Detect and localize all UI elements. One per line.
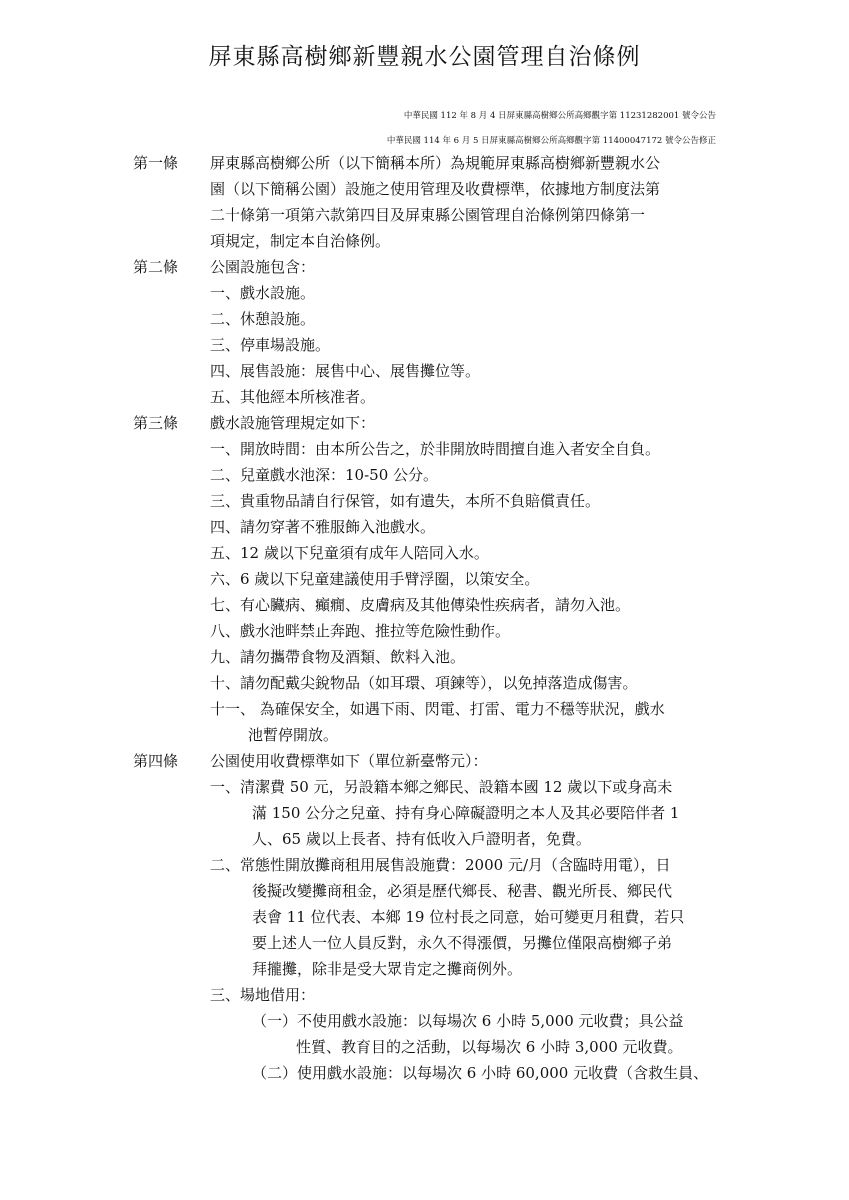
line-text: 項規定，制定本自治條例。 bbox=[210, 232, 391, 250]
line-text: 公園使用收費標準如下（單位新臺幣元）： bbox=[210, 752, 488, 770]
list-item: 四、請勿穿著不雅服飾入池戲水。 bbox=[210, 518, 436, 536]
text-line bbox=[0, 514, 849, 540]
article-number: 第三條 bbox=[133, 414, 179, 432]
article-number: 第一條 bbox=[133, 154, 179, 172]
text-line bbox=[0, 800, 849, 826]
text-line bbox=[0, 644, 849, 670]
list-item: 二、休憩設施。 bbox=[210, 310, 316, 328]
list-item: 三、停車場設施。 bbox=[210, 336, 331, 354]
article-number: 第二條 bbox=[133, 258, 179, 276]
document-title: 屏東縣高樹鄉新豐親水公園管理自治條例 bbox=[208, 44, 641, 70]
text-line bbox=[0, 228, 849, 254]
text-line bbox=[0, 540, 849, 566]
sub-item: （一）不使用戲水設施：以每場次 6 小時 5,000 元收費；具公益 bbox=[252, 1012, 684, 1030]
text-line bbox=[0, 982, 849, 1008]
list-item: 三、場地借用： bbox=[210, 986, 316, 1004]
text-line bbox=[0, 1008, 849, 1034]
list-item: 八、戲水池畔禁止奔跑、推拉等危險性動作。 bbox=[210, 622, 511, 640]
text-line bbox=[0, 670, 849, 696]
publication-note: 中華民國 112 年 8 月 4 日屏東縣高樹鄉公所高鄉觀字第 11231282001 號令公告 bbox=[403, 111, 716, 121]
list-item: 一、戲水設施。 bbox=[210, 284, 316, 302]
text-line bbox=[0, 384, 849, 410]
list-item-continuation: 池暫停開放。 bbox=[248, 726, 339, 744]
list-item: 二、兒童戲水池深：10-50 公分。 bbox=[210, 466, 439, 484]
text-line bbox=[0, 358, 849, 384]
line-text: 二十條第一項第六款第四目及屏東縣公園管理自治條例第四條第一 bbox=[210, 206, 646, 224]
text-line bbox=[0, 176, 849, 202]
text-line bbox=[0, 878, 849, 904]
text-line bbox=[0, 618, 849, 644]
line-text: 公園設施包含： bbox=[210, 258, 316, 276]
text-line bbox=[0, 774, 849, 800]
list-item-continuation: 表會 11 位代表、本鄉 19 位村長之同意，始可變更月租費，若只 bbox=[252, 908, 685, 926]
article-number: 第四條 bbox=[133, 752, 179, 770]
text-line bbox=[0, 150, 849, 176]
list-item: 五、12 歲以下兒童須有成年人陪同入水。 bbox=[210, 544, 489, 562]
list-item-continuation: 後擬改變攤商租金，必須是歷代鄉長、秘書、觀光所長、鄉民代 bbox=[252, 882, 673, 900]
sub-item: （二）使用戲水設施：以每場次 6 小時 60,000 元收費（含救生員、 bbox=[252, 1064, 709, 1082]
text-line bbox=[0, 306, 849, 332]
list-item: 一、開放時間：由本所公告之，於非開放時間擅自進入者安全自負。 bbox=[210, 440, 661, 458]
text-line bbox=[0, 254, 849, 280]
text-line bbox=[0, 904, 849, 930]
list-item-continuation: 人、65 歲以上長者、持有低收入戶證明者，免費。 bbox=[252, 830, 591, 848]
text-line bbox=[0, 852, 849, 878]
text-line bbox=[0, 332, 849, 358]
text-line bbox=[0, 930, 849, 956]
list-item: 九、請勿攜帶食物及酒類、飲料入池。 bbox=[210, 648, 466, 666]
text-line bbox=[0, 826, 849, 852]
text-line bbox=[0, 566, 849, 592]
list-item: 二、常態性開放攤商租用展售設施費：2000 元/月（含臨時用電），日 bbox=[210, 856, 671, 874]
list-item: 四、展售設施：展售中心、展售攤位等。 bbox=[210, 362, 481, 380]
list-item-continuation: 要上述人一位人員反對，永久不得漲價，另攤位僅限高樹鄉子弟 bbox=[252, 934, 673, 952]
line-text: 園（以下簡稱公園）設施之使用管理及收費標準，依據地方制度法第 bbox=[210, 180, 661, 198]
text-line bbox=[0, 488, 849, 514]
sub-item-continuation: 性質、教育目的之活動，以每場次 6 小時 3,000 元收費。 bbox=[296, 1038, 683, 1056]
text-line bbox=[0, 410, 849, 436]
text-line bbox=[0, 748, 849, 774]
list-item: 十一、 為確保安全，如遇下雨、閃電、打雷、電力不穩等狀況，戲水 bbox=[210, 700, 665, 718]
text-line bbox=[0, 280, 849, 306]
amendment-note: 中華民國 114 年 6 月 5 日屏東縣高樹鄉公所高鄉觀字第 11400047172 號令公告修正 bbox=[386, 136, 716, 146]
list-item: 五、其他經本所核准者。 bbox=[210, 388, 376, 406]
text-line bbox=[0, 592, 849, 618]
list-item-continuation: 滿 150 公分之兒童、持有身心障礙證明之本人及其必要陪伴者 1 bbox=[252, 804, 680, 822]
list-item-continuation: 拜攏攤，除非是受大眾肯定之攤商例外。 bbox=[252, 960, 523, 978]
text-line bbox=[0, 202, 849, 228]
text-line bbox=[0, 696, 849, 722]
list-item: 一、清潔費 50 元，另設籍本鄉之鄉民、設籍本國 12 歲以下或身高未 bbox=[210, 778, 673, 796]
line-text: 屏東縣高樹鄉公所（以下簡稱本所）為規範屏東縣高樹鄉新豐親水公 bbox=[210, 154, 661, 172]
line-text: 戲水設施管理規定如下： bbox=[210, 414, 376, 432]
regulation-body bbox=[0, 150, 849, 1086]
text-line bbox=[0, 956, 849, 982]
text-line bbox=[0, 436, 849, 462]
list-item: 三、貴重物品請自行保管，如有遺失，本所不負賠償責任。 bbox=[210, 492, 601, 510]
text-line bbox=[0, 1060, 849, 1086]
list-item: 七、有心臟病、癲癇、皮膚病及其他傳染性疾病者，請勿入池。 bbox=[210, 596, 631, 614]
text-line bbox=[0, 462, 849, 488]
list-item: 十、請勿配戴尖銳物品（如耳環、項鍊等），以免掉落造成傷害。 bbox=[210, 674, 638, 692]
text-line bbox=[0, 1034, 849, 1060]
list-item: 六、6 歲以下兒童建議使用手臂浮圈，以策安全。 bbox=[210, 570, 540, 588]
text-line bbox=[0, 722, 849, 748]
